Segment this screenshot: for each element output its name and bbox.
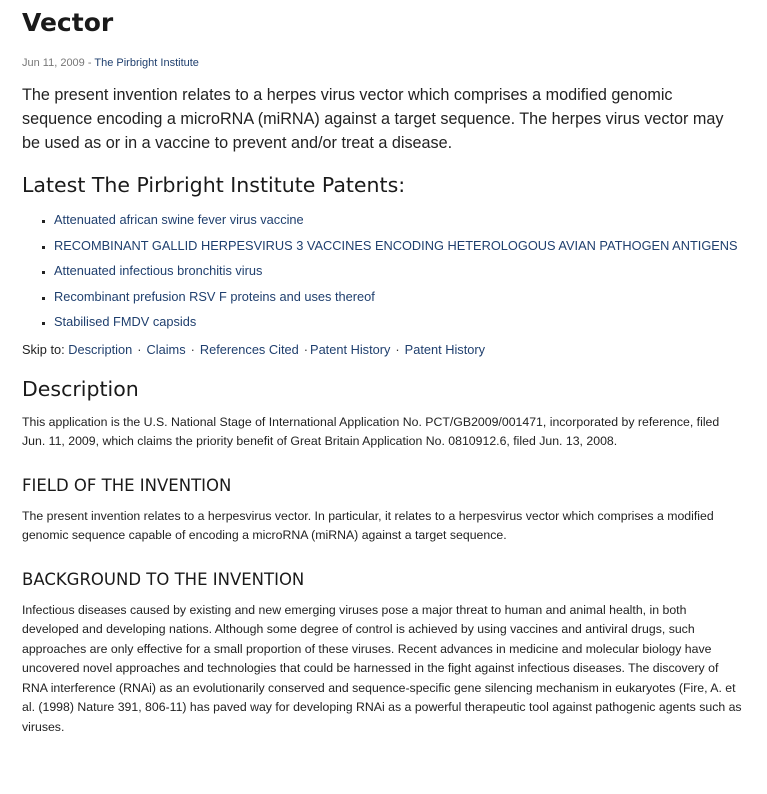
patent-link[interactable]: RECOMBINANT GALLID HERPESVIRUS 3 VACCINES ENCODING HETEROLOGOUS AVIAN PATHOGEN ANTIGENS bbox=[54, 237, 738, 253]
list-item bbox=[54, 258, 745, 284]
latest-patents-heading: Latest The Pirbright Institute Patents: bbox=[22, 173, 406, 197]
background-text: Infectious diseases caused by existing and new emerging viruses pose a major threat to human and animal health, in both developed and developing nations. Although some degree of control is achieved by using vaccines and antiviral drugs, such approaches are only effective for a small proportion of these viruses. Recent advances in medicine and molecular biology have uncovered novel approaches and technologies that could be harnessed in the fight against infectious diseases. The discovery of RNA interference (RNAi) as an evolutionarily conserved and sequence-specific gene silencing mechanism in eukaryotes (Fire, A. et al. (1998) Nature 391, 806-11) has paved way for developing RNAi as a powerful therapeutic tool against pathogenic agents such as viruses. bbox=[22, 602, 742, 734]
patent-link[interactable]: Attenuated infectious bronchitis virus bbox=[54, 263, 263, 278]
description-heading: Description bbox=[22, 376, 139, 401]
abstract: The present invention relates to a herpes virus vector which comprises a modified genomic sequence encoding a microRNA (miRNA) against a target sequence. The herpes virus vector may be used as or in a vaccine to prevent and/or treat a disease. bbox=[22, 86, 724, 152]
skip-claims[interactable]: Claims bbox=[146, 341, 186, 357]
list-item bbox=[54, 284, 745, 310]
skip-references[interactable]: References Cited bbox=[199, 341, 299, 357]
patent-link[interactable]: Recombinant prefusion RSV F proteins and uses thereof bbox=[54, 288, 375, 304]
dot: · bbox=[303, 341, 309, 357]
field-heading: FIELD OF THE INVENTION bbox=[22, 475, 232, 495]
patent-link[interactable]: Attenuated african swine fever virus vaccine bbox=[54, 212, 304, 227]
list-item bbox=[54, 309, 745, 335]
separator: - bbox=[84, 57, 95, 69]
skip-history[interactable]: Patent History bbox=[310, 341, 391, 357]
field-text: The present invention relates to a herpesvirus vector. In particular, it relates to a herpesvirus vector which comprises a modified genomic sequence capable of encoding a microRNA (miRNA) against a target sequence. bbox=[22, 508, 714, 542]
list-item bbox=[54, 207, 745, 233]
skip-nav bbox=[22, 342, 745, 357]
description-intro: This application is the U.S. National Stage of International Application No. PCT/GB2009/001471, incorporated by reference, filed Jun. 11, 2009, which claims the priority benefit of Great Britain Application No. 0810912.6, filed Jun. 13, 2008. bbox=[22, 414, 720, 448]
assignee-link[interactable]: The Pirbright Institute bbox=[94, 57, 199, 69]
latest-patents-list bbox=[22, 207, 745, 335]
dot: · bbox=[190, 341, 195, 357]
skip-description[interactable]: Description bbox=[68, 341, 133, 357]
dot: · bbox=[137, 341, 142, 357]
dot: · bbox=[395, 341, 400, 357]
skip-label: Skip to: bbox=[22, 341, 69, 357]
patent-link[interactable]: Stabilised FMDV capsids bbox=[54, 314, 197, 329]
patent-meta bbox=[22, 57, 745, 69]
page-title: Vector bbox=[22, 8, 114, 37]
list-item bbox=[54, 233, 745, 259]
background-heading: BACKGROUND TO THE INVENTION bbox=[22, 569, 305, 589]
date: Jun 11, 2009 bbox=[22, 57, 85, 69]
skip-history-2[interactable]: Patent History bbox=[404, 341, 486, 357]
